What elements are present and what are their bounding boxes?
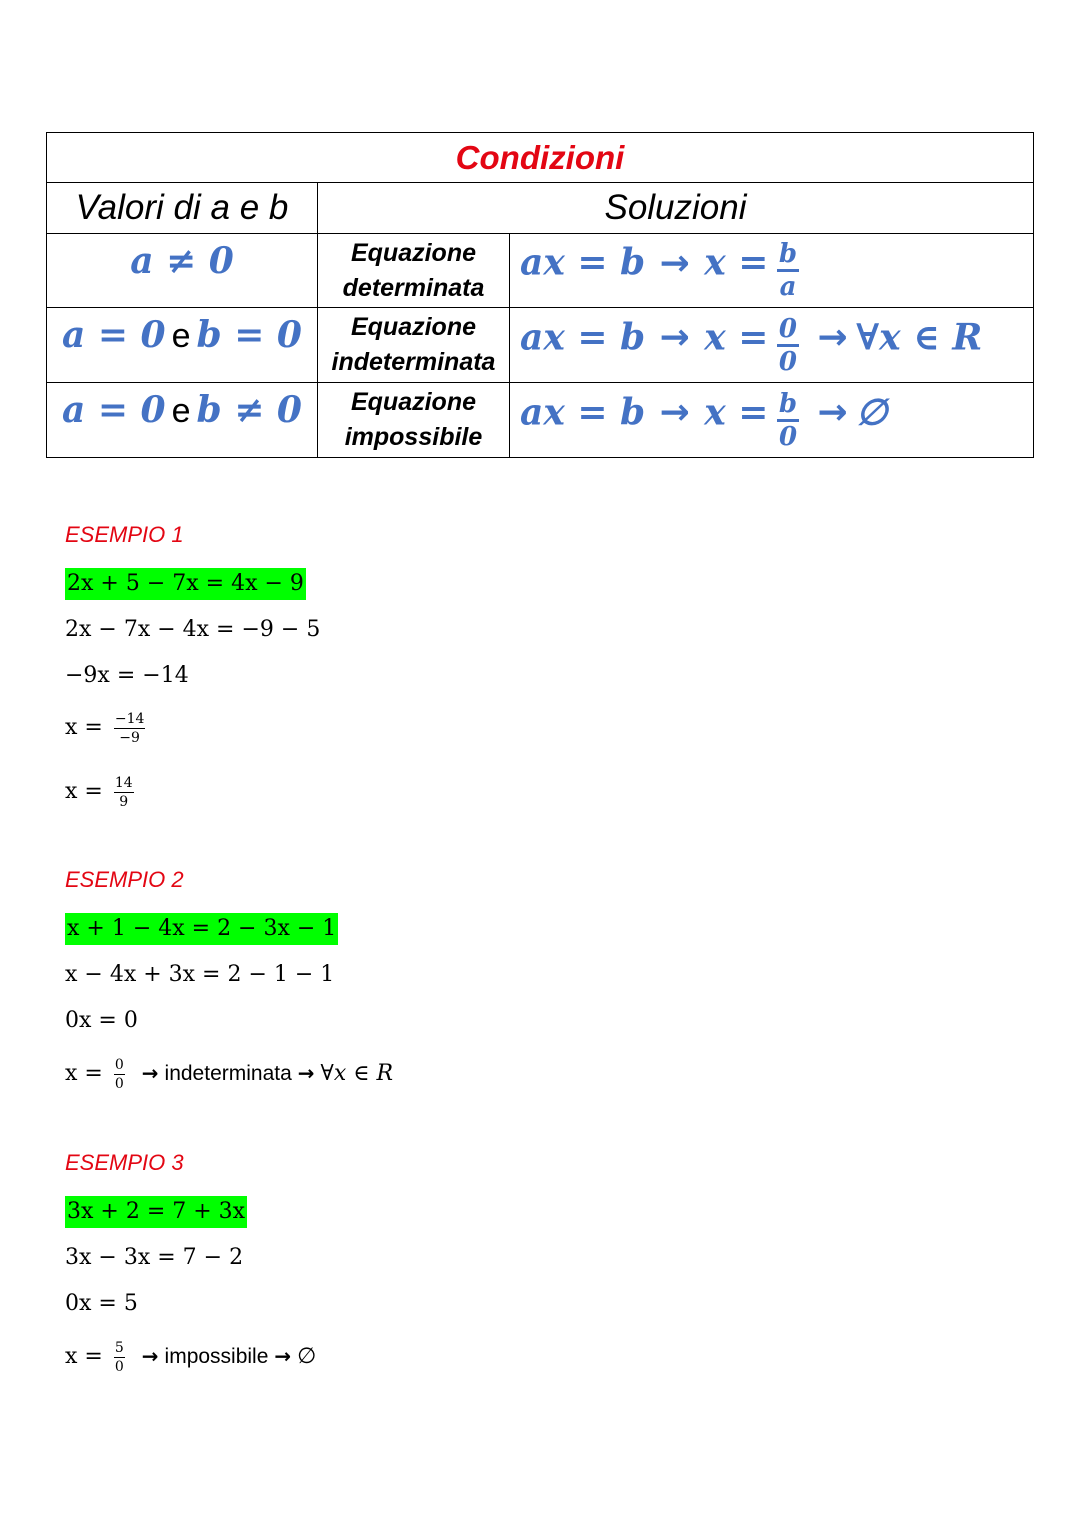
fraction-denominator: −9 [119, 729, 140, 746]
arrow-icon: → [659, 317, 690, 359]
arrow-icon: → [659, 242, 690, 284]
solution-fraction [777, 313, 799, 377]
connector-text: e [171, 392, 191, 430]
step-fraction [114, 776, 134, 809]
fraction-numerator: 0 [114, 1056, 124, 1073]
fraction-numerator: b [777, 241, 799, 272]
table-row [47, 308, 1034, 383]
arrow-icon: → [274, 1344, 292, 1368]
fraction-numerator: 0 [777, 316, 799, 347]
solution-lhs: ax = b [520, 316, 646, 359]
equation-step: 2x − 7x − 4x = −9 − 5 [65, 617, 321, 642]
highlighted-equation: 3x + 2 = 7 + 3x [65, 1196, 247, 1228]
equation-step: −9x = −14 [65, 663, 189, 688]
solution-lhs: ax = b [520, 391, 646, 434]
solution-lhs: ax = b [520, 241, 646, 284]
fraction-numerator: 5 [114, 1339, 124, 1356]
example-title: ESEMPIO 2 [65, 867, 184, 892]
arrow-icon: → [141, 1344, 159, 1368]
header-values: Valori di a e b [47, 183, 318, 234]
values-cell [47, 308, 318, 383]
fraction-numerator: b [777, 391, 799, 422]
solution-cell [510, 383, 1034, 458]
equation-step: 0x = 5 [65, 1291, 138, 1316]
solution-fraction [777, 241, 799, 300]
example-2 [65, 867, 393, 1095]
type-line2: impossibile [344, 423, 483, 451]
arrow-icon: → [817, 317, 848, 359]
solution-x: x = [704, 241, 769, 284]
type-cell [318, 308, 510, 383]
equation-step: x − 4x + 3x = 2 − 1 − 1 [65, 962, 335, 987]
fraction-denominator: 0 [114, 1358, 124, 1375]
value-a: a = 0 [62, 389, 166, 431]
header-solutions: Soluzioni [318, 183, 1034, 234]
values-cell [47, 234, 318, 308]
type-line2: indeterminata [331, 348, 496, 376]
solution-x: x = [704, 391, 769, 434]
solution-x: x = [704, 316, 769, 359]
fraction-numerator: 14 [114, 774, 133, 791]
fraction-step [65, 706, 320, 770]
connector-text: e [171, 317, 191, 355]
fraction-denominator: 0 [114, 1075, 124, 1092]
solution-result: ∀x ∈ R [856, 316, 983, 359]
value-b: b ≠ 0 [196, 389, 302, 431]
step-fraction [114, 1058, 125, 1091]
fraction-denominator: 0 [778, 421, 798, 452]
example-1 [65, 522, 320, 814]
values-cell [47, 383, 318, 458]
step-lhs: x = [65, 1344, 103, 1369]
step-fraction [114, 712, 146, 745]
step-fraction [114, 1341, 125, 1374]
solution-result: ∅ [856, 391, 888, 434]
fraction-step [65, 1334, 316, 1378]
fraction-step [65, 1051, 393, 1095]
table-title: Condizioni [47, 133, 1034, 183]
arrow-icon: → [297, 1061, 315, 1085]
arrow-icon: → [659, 392, 690, 434]
fraction-denominator: a [779, 272, 797, 302]
fraction-numerator: −14 [114, 710, 145, 727]
example-title: ESEMPIO 1 [65, 522, 184, 547]
step-lhs: x = [65, 1061, 103, 1086]
table-row [47, 383, 1034, 458]
step-result: ∀x ∈ R [320, 1061, 394, 1086]
highlighted-equation: 2x + 5 − 7x = 4x − 9 [65, 568, 306, 600]
step-lhs: x = [65, 715, 103, 740]
solution-fraction [777, 388, 799, 452]
type-cell [318, 234, 510, 308]
example-title: ESEMPIO 3 [65, 1150, 184, 1175]
arrow-icon: → [141, 1061, 159, 1085]
conditions-table [46, 132, 1034, 458]
value-a: a ≠ 0 [130, 239, 234, 282]
step-word: indeterminata [164, 1062, 292, 1085]
value-a: a = 0 [62, 314, 166, 356]
type-line1: Equazione [350, 313, 476, 341]
fraction-denominator: 9 [119, 793, 129, 810]
fraction-step [65, 770, 320, 814]
fraction-denominator: 0 [778, 346, 797, 377]
equation-step: 3x − 3x = 7 − 2 [65, 1245, 244, 1270]
type-line1: Equazione [350, 238, 476, 267]
type-cell [318, 383, 510, 458]
step-result: ∅ [297, 1344, 317, 1369]
table-row [47, 234, 1034, 308]
solution-cell [510, 308, 1034, 383]
value-b: b = 0 [196, 314, 302, 356]
equation-step: 0x = 0 [65, 1008, 138, 1033]
example-3 [65, 1150, 316, 1378]
type-line2: determinata [342, 273, 485, 302]
step-lhs: x = [65, 779, 103, 804]
arrow-icon: → [817, 392, 848, 434]
highlighted-equation: x + 1 − 4x = 2 − 3x − 1 [65, 913, 338, 945]
step-word: impossibile [164, 1345, 269, 1368]
type-line1: Equazione [350, 388, 476, 416]
solution-cell [510, 234, 1034, 308]
